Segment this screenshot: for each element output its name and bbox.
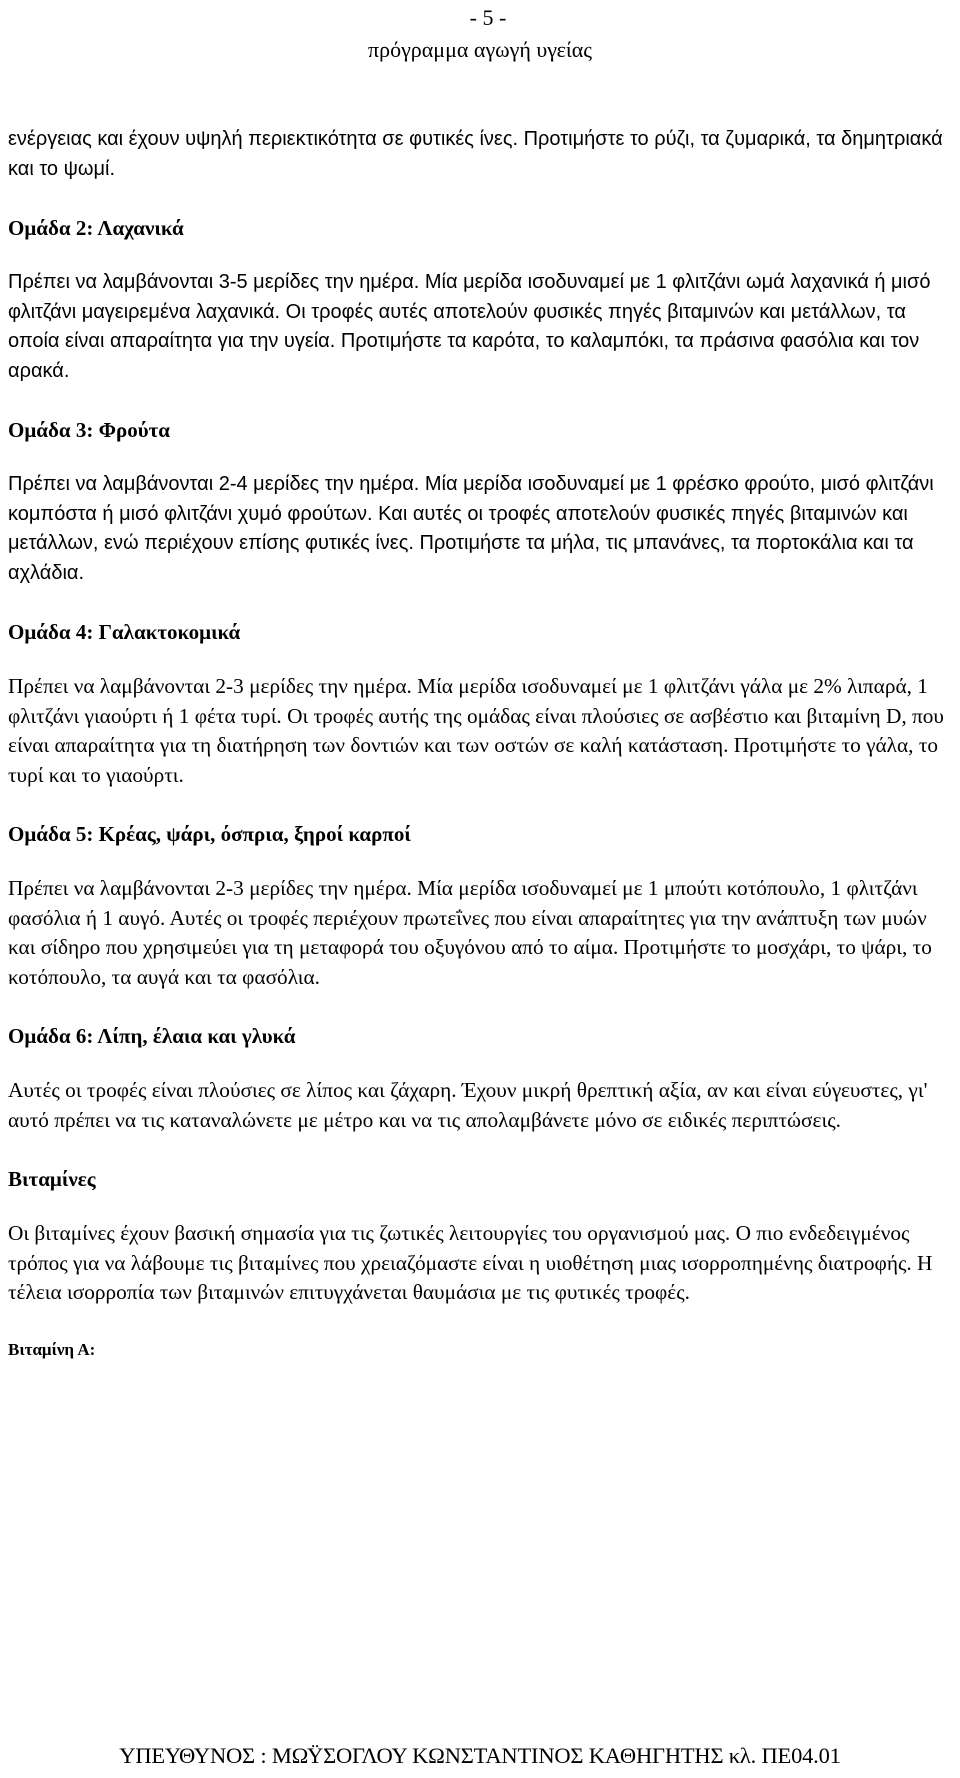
section-paragraph: Πρέπει να λαμβάνονται 2-3 μερίδες την ημέρα. Μία μερίδα ισοδυναμεί με 1 μπούτι κοτόπουλο, 1 φλιτζάνι φασόλια ή 1 αυγό. Αυτές οι τροφές περιέχουν πρωτεΐνες που είναι απαραίτητες για την ανάπτυξη των μυών και σίδηρο που χρησιμεύει για τη μεταφορά του οξυγόνου από το αίμα. Προτιμήστε το μοσχάρι, το ψάρι, το κοτόπουλο, τα αυγά και τα φασόλια. [8, 876, 932, 989]
section-paragraph: Πρέπει να λαμβάνονται 3-5 μερίδες την ημέρα. Μία μερίδα ισοδυναμεί με 1 φλιτζάνι ωμά λαχανικά ή μισό φλιτζάνι μαγειρεμένα λαχανικά. Οι τροφές αυτές αποτελούν φυσικές πηγές βιταμινών και μετάλλων, τα οποία είναι απαραίτητα για την υγεία. Προτιμήστε τα καρότα, το καλαμπόκι, τα πράσινα φασόλια και τον αρακά. [8, 271, 931, 382]
section-heading: Ομάδα 4: Γαλακτοκομικά [8, 620, 241, 644]
section-heading: Ομάδα 5: Κρέας, ψάρι, όσπρια, ξηροί καρποί [8, 822, 411, 846]
section-vitamins [8, 1164, 953, 1363]
page-header [0, 2, 960, 66]
section-group-6 [8, 1021, 953, 1135]
subsection-heading-vitamin-a: Βιταμίνη Α: [8, 1339, 96, 1359]
section-group-4 [8, 617, 953, 790]
section-paragraph: Πρέπει να λαμβάνονται 2-4 μερίδες την ημέρα. Μία μερίδα ισοδυναμεί με 1 φρέσκο φρούτο, μισό φλιτζάνι κομπόστα ή μισό φλιτζάνι χυμό φρούτων. Και αυτές οι τροφές αποτελούν φυσικές πηγές βιταμινών και μετάλλων, ενώ περιέχουν επίσης φυτικές ίνες. Προτιμήστε τα μήλα, τις μπανάνες, τα πορτοκάλια και τα αχλάδια. [8, 473, 934, 584]
section-heading: Ομάδα 6: Λίπη, έλαια και γλυκά [8, 1024, 296, 1048]
document-body [8, 125, 953, 1363]
intro-paragraph: ενέργειας και έχουν υψηλή περιεκτικότητα σε φυτικές ίνες. Προτιμήστε το ρύζι, τα ζυμαρικά, τα δημητριακά και το ψωμί. [8, 128, 943, 180]
section-group-2 [8, 213, 953, 386]
page-footer: ΥΠΕΥΘΥΝΟΣ : ΜΩΫΣΟΓΛΟΥ ΚΩΝΣΤΑΝΤΙΝΟΣ ΚΑΘΗΓΗΤΗΣ κλ. ΠΕ04.01 [119, 1743, 841, 1768]
section-heading: Ομάδα 2: Λαχανικά [8, 216, 184, 240]
section-heading: Βιταμίνες [8, 1167, 96, 1191]
section-group-5 [8, 819, 953, 992]
section-heading: Ομάδα 3: Φρούτα [8, 418, 171, 442]
running-title: πρόγραμμα αγωγή υγείας [367, 37, 593, 62]
page-number: - 5 - [469, 5, 507, 30]
section-group-3 [8, 415, 953, 588]
section-paragraph: Οι βιταμίνες έχουν βασική σημασία για τις ζωτικές λειτουργίες του οργανισμού μας. Ο πιο ενδεδειγμένος τρόπος για να λάβουμε τις βιταμίνες που χρειαζόμαστε είναι η υιοθέτηση μιας ισορροπημένης διατροφής. Η τέλεια ισορροπία των βιταμινών επιτυγχάνεται θαυμάσια με τις φυτικές τροφές. [8, 1221, 933, 1304]
section-paragraph: Πρέπει να λαμβάνονται 2-3 μερίδες την ημέρα. Μία μερίδα ισοδυναμεί με 1 φλιτζάνι γάλα με 2% λιπαρά, 1 φλιτζάνι γιαούρτι ή 1 φέτα τυρί. Οι τροφές αυτής της ομάδας είναι πλούσιες σε ασβέστιο και βιταμίνη D, που είναι απαραίτητα για τη διατήρηση των δοντιών και των οστών σε καλή κατάσταση. Προτιμήστε το γάλα, το τυρί και το γιαούρτι. [8, 674, 944, 787]
section-paragraph: Αυτές οι τροφές είναι πλούσιες σε λίπος και ζάχαρη. Έχουν μικρή θρεπτική αξία, αν και είναι εύγευστες, γι' αυτό πρέπει να τις καταναλώνετε με μέτρο και να τις απολαμβάνετε μόνο σε ειδικές περιπτώσεις. [8, 1078, 928, 1132]
